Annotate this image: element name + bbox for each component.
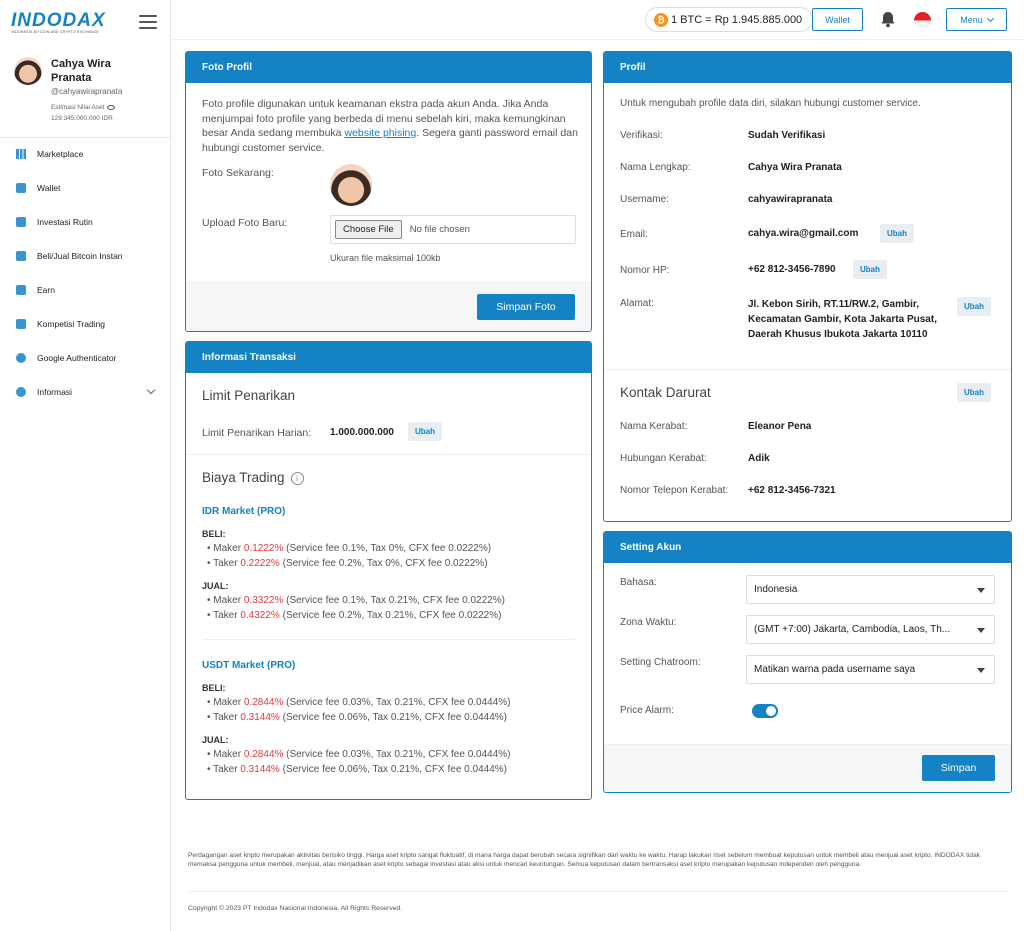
kontak-value: +62 812-3456-7321 [748, 485, 836, 496]
menu-button-label: Menu [960, 14, 983, 25]
profile-label: Email: [620, 229, 648, 240]
fee-type: Taker [213, 712, 238, 723]
fee-rate: 0.2844% [243, 697, 284, 708]
info-icon [16, 387, 26, 397]
foto-desc-text-end: . Segera ganti password email dan hubungi customer service. [202, 127, 578, 154]
indodax-logo[interactable] [11, 12, 123, 34]
bahasa-select[interactable] [746, 575, 995, 604]
kontak-label: Nama Kerabat: [620, 421, 688, 432]
trophy-icon [16, 319, 26, 329]
chatroom-select[interactable] [746, 655, 995, 684]
idr-sell-label: JUAL: [202, 581, 229, 591]
fee-row: • Maker 0.3322% (Service fee 0.1%, Tax 0.21%, CFX fee 0.0222%) [207, 595, 505, 606]
fee-detail: (Service fee 0.03%, Tax 0.21%, CFX fee 0.0444%) [286, 749, 511, 760]
footer-divider [188, 891, 1007, 892]
calendar-icon [16, 217, 26, 227]
limit-title: Limit Penarikan [202, 388, 296, 403]
profile-label: Nama Lengkap: [620, 162, 691, 173]
fee-detail: (Service fee 0.06%, Tax 0.21%, CFX fee 0.0444%) [282, 764, 507, 775]
zona-waktu-value: (GMT +7:00) Jakarta, Cambodia, Laos, Th... [754, 624, 951, 635]
sidebar-item-wallet[interactable] [0, 171, 170, 205]
kontak-value: Eleanor Pena [748, 421, 812, 432]
fee-row: • Taker 0.3144% (Service fee 0.06%, Tax 0.21%, CFX fee 0.0444%) [207, 764, 507, 775]
idr-market-title: IDR Market (PRO) [202, 506, 286, 517]
caret-down-icon [977, 668, 985, 673]
bitcoin-doc-icon [16, 251, 26, 261]
profile-label: Alamat: [620, 298, 654, 309]
fee-row: • Maker 0.2844% (Service fee 0.03%, Tax 0.21%, CFX fee 0.0444%) [207, 697, 511, 708]
kontak-label: Nomor Telepon Kerabat: [620, 485, 729, 496]
sidebar [0, 0, 171, 931]
foto-description [202, 97, 582, 155]
sidebar-item-earn[interactable] [0, 273, 170, 307]
max-size-note: Ukuran file maksimal 100kb [330, 253, 441, 263]
sidebar-item-label: Investasi Rutin [37, 217, 93, 227]
fee-type: Maker [213, 697, 242, 708]
chatroom-value: Matikan warna pada username saya [754, 664, 916, 675]
divider [202, 639, 575, 640]
topbar [171, 0, 1024, 40]
kontak-value: Adik [748, 453, 770, 464]
sidebar-item-google-authenticator[interactable] [0, 341, 170, 375]
fee-type: Taker [213, 558, 238, 569]
informasi-transaksi-card [185, 341, 592, 800]
email-ubah-button[interactable]: Ubah [880, 224, 914, 243]
user-name: Cahya Wira Pranata [51, 58, 111, 84]
fee-row: • Maker 0.1222% (Service fee 0.1%, Tax 0%, CFX fee 0.0222%) [207, 543, 492, 554]
wallet-button[interactable]: Wallet [812, 8, 863, 31]
file-input[interactable] [330, 215, 576, 244]
hamburger-menu-icon[interactable] [139, 15, 157, 29]
profil-intro: Untuk mengubah profile data diri, silakan hubungi customer service. [620, 98, 921, 109]
usdt-buy-label: BELI: [202, 683, 226, 693]
profile-value: Cahya Wira Pranata [748, 162, 842, 173]
fee-rate: 0.4322% [240, 610, 280, 621]
kontak-darurat-title: Kontak Darurat [620, 385, 711, 400]
profile-value: cahyawirapranata [748, 194, 833, 205]
zona-waktu-label: Zona Waktu: [620, 617, 677, 628]
btc-price-ticker [645, 7, 813, 32]
limit-ubah-button[interactable]: Ubah [408, 422, 442, 441]
save-photo-button[interactable]: Simpan Foto [477, 294, 575, 320]
menu-button[interactable] [946, 8, 1007, 31]
price-alarm-toggle[interactable] [752, 704, 778, 718]
fee-title [202, 470, 304, 485]
asset-estimate-label [51, 104, 115, 111]
profile-value: Sudah Verifikasi [748, 130, 826, 141]
chevron-down-icon [147, 386, 155, 394]
fee-row: • Taker 0.3144% (Service fee 0.06%, Tax 0.21%, CFX fee 0.0444%) [207, 712, 507, 723]
current-photo [330, 164, 372, 206]
upload-photo-label: Upload Foto Baru: [202, 217, 288, 229]
wallet-icon [16, 183, 26, 193]
footer-disclaimer: Perdagangan aset kripto merupakan aktivitas berisiko tinggi. Harga aset kripto sangat fluktuatif, di mana harga dapat berubah secara signifikan dari waktu ke waktu. Harap lakukan riset sebelum membuat keputusan untuk membeli atau menjual aset kripto. INDODAX tidak memaksa pengguna untuk membeli, menjual, atau menjadikan aset kripto sebagai investasi atau aksi untuk mencari keuntungan. Semua keputusan dalam bertransaksi aset kripto merupakan keputusan independen oleh pengguna. [188, 852, 981, 868]
fee-detail: (Service fee 0.06%, Tax 0.21%, CFX fee 0.0444%) [282, 712, 507, 723]
save-settings-button[interactable]: Simpan [922, 755, 995, 781]
fee-detail: (Service fee 0.03%, Tax 0.21%, CFX fee 0.0444%) [286, 697, 511, 708]
fee-rate: 0.2222% [240, 558, 280, 569]
profile-value: Jl. Kebon Sirih, RT.11/RW.2, Gambir, Kecamatan Gambir, Kota Jakarta Pusat, Daerah Khusus Ibukota Jakarta 10110 [748, 299, 937, 340]
usdt-market-title: USDT Market (PRO) [202, 660, 296, 671]
bahasa-label: Bahasa: [620, 577, 657, 588]
google-icon [16, 353, 26, 363]
card-title: Foto Profil [186, 52, 591, 83]
asset-estimate-text: Estimasi Nilai Aset [51, 104, 105, 111]
chart-bar-icon [16, 149, 26, 159]
fee-rate: 0.2844% [243, 749, 284, 760]
phishing-link[interactable]: website phising [344, 127, 417, 139]
card-title: Setting Akun [604, 532, 1011, 563]
divider [604, 369, 1012, 370]
sidebar-item-marketplace[interactable] [0, 137, 170, 171]
info-icon[interactable]: i [291, 472, 304, 485]
sidebar-item-label: Google Authenticator [37, 353, 117, 363]
fee-type: Taker [213, 764, 238, 775]
logo-tagline: INDONESIA BITCOIN AND CRYPTO EXCHANGE [11, 30, 99, 34]
address-ubah-button[interactable]: Ubah [957, 297, 991, 316]
percent-icon [16, 285, 26, 295]
setting-akun-card [603, 531, 1012, 793]
sidebar-item-label: Informasi [37, 387, 72, 397]
profile-label: Verifikasi: [620, 130, 663, 141]
profil-card [603, 51, 1012, 522]
avatar [14, 57, 42, 85]
fee-type: Maker [213, 543, 242, 554]
fee-type: Taker [213, 610, 238, 621]
fee-row: • Maker 0.2844% (Service fee 0.03%, Tax 0.21%, CFX fee 0.0444%) [207, 749, 511, 760]
sidebar-item-informasi[interactable] [0, 375, 170, 409]
card-title: Informasi Transaksi [186, 342, 591, 373]
caret-down-icon [977, 588, 985, 593]
profile-label: Username: [620, 194, 669, 205]
bell-icon[interactable] [880, 11, 896, 28]
sidebar-item-label: Wallet [37, 183, 61, 193]
fee-title-text: Biaya Trading [202, 470, 285, 485]
sidebar-nav [0, 137, 170, 409]
fee-detail: (Service fee 0.1%, Tax 0%, CFX fee 0.0222%) [286, 543, 492, 554]
fee-detail: (Service fee 0.2%, Tax 0.21%, CFX fee 0.0222%) [282, 610, 502, 621]
btc-price-text: 1 BTC = Rp 1.945.885.000 [671, 13, 803, 26]
phone-ubah-button[interactable]: Ubah [853, 260, 887, 279]
profile-value: +62 812-3456-7890 [748, 264, 836, 275]
sidebar-item-investasi-rutin[interactable] [0, 205, 170, 239]
current-photo-label: Foto Sekarang: [202, 167, 274, 179]
sidebar-item-label: Kompetisi Trading [37, 319, 106, 329]
kontak-ubah-button[interactable]: Ubah [957, 383, 991, 402]
fee-rate: 0.3144% [240, 764, 280, 775]
fee-type: Maker [213, 749, 242, 760]
user-handle: @cahyawirapranata [51, 87, 123, 96]
idr-buy-label: BELI: [202, 529, 226, 539]
limit-value: 1.000.000.000 [330, 427, 394, 438]
limit-label: Limit Penarikan Harian: [202, 427, 312, 439]
sidebar-item-kompetisi-trading[interactable] [0, 307, 170, 341]
card-title: Profil [604, 52, 1011, 83]
fee-rate: 0.3322% [243, 595, 284, 606]
profile-value: cahya.wira@gmail.com [748, 228, 859, 239]
sidebar-item-label: Earn [37, 285, 55, 295]
bahasa-value: Indonesia [754, 584, 798, 595]
chatroom-label: Setting Chatroom: [620, 657, 701, 668]
fee-row: • Taker 0.2222% (Service fee 0.2%, Tax 0%, CFX fee 0.0222%) [207, 558, 488, 569]
kontak-label: Hubungan Kerabat: [620, 453, 707, 464]
price-alarm-label: Price Alarm: [620, 705, 674, 716]
divider [186, 454, 592, 455]
bitcoin-icon: ₿ [654, 13, 668, 27]
sidebar-item-label: Beli/Jual Bitcoin Instan [37, 251, 123, 261]
footer-copyright: Copyright © 2023 PT Indodax Nasional Indonesia. All Rights Reserved. [188, 905, 403, 912]
usdt-sell-label: JUAL: [202, 735, 229, 745]
fee-detail: (Service fee 0.1%, Tax 0.21%, CFX fee 0.0222%) [286, 595, 505, 606]
user-panel [0, 44, 170, 138]
zona-waktu-select[interactable] [746, 615, 995, 644]
foto-profil-card [185, 51, 592, 332]
sidebar-item-label: Marketplace [37, 149, 84, 159]
indonesia-flag-icon[interactable] [914, 12, 931, 29]
choose-file-button[interactable]: Choose File [335, 220, 402, 239]
fee-rate: 0.1222% [243, 543, 284, 554]
fee-type: Maker [213, 595, 242, 606]
chevron-down-icon [987, 14, 994, 21]
logo-text: INDODAX [11, 10, 106, 31]
asset-estimate-value: 129.345.000.000 IDR [51, 115, 113, 122]
fee-rate: 0.3144% [240, 712, 280, 723]
sidebar-item-beli-jual-instan[interactable] [0, 239, 170, 273]
eye-icon[interactable] [107, 105, 115, 110]
foto-desc-text: Foto profile digunakan untuk keamanan ekstra pada akun Anda. Jika Anda menjumpai foto profile yang berbeda di menu sebelah kiri, maka kemungkinan besar Anda sedang membuka [202, 98, 566, 139]
no-file-text: No file chosen [409, 224, 470, 235]
caret-down-icon [977, 628, 985, 633]
fee-detail: (Service fee 0.2%, Tax 0%, CFX fee 0.0222%) [282, 558, 488, 569]
fee-row: • Taker 0.4322% (Service fee 0.2%, Tax 0.21%, CFX fee 0.0222%) [207, 610, 502, 621]
profile-label: Nomor HP: [620, 265, 670, 276]
